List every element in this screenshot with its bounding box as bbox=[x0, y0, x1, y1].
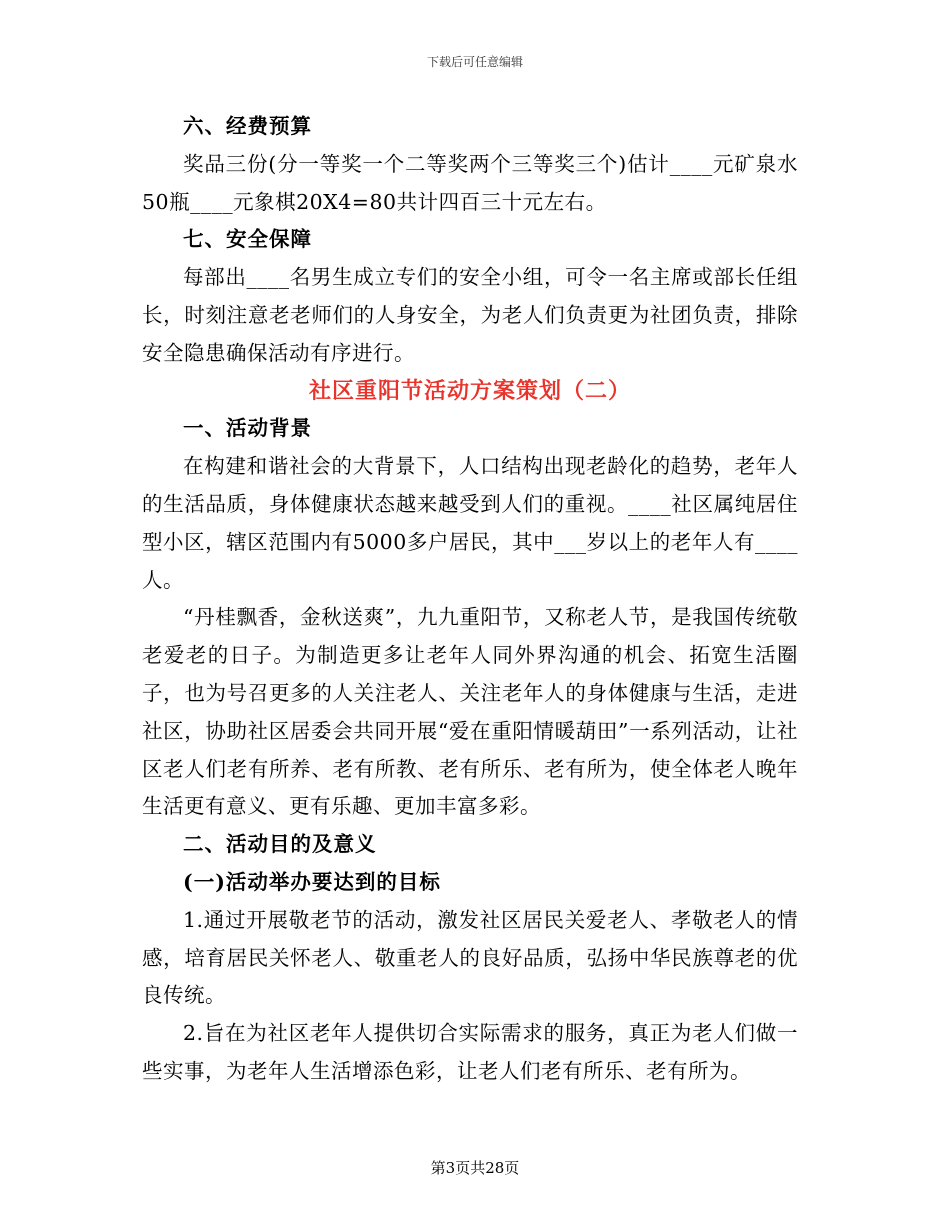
page-header: 下载后可任意编辑 bbox=[426, 55, 523, 69]
paragraph-goal-2: 2.旨在为社区老年人提供切合实际需求的服务，真正为老人们做一些实事，为老年人生活增添色彩，让老人们老有所乐、老有所为。 bbox=[142, 1021, 798, 1083]
section-heading-background: 一、活动背景 bbox=[183, 416, 312, 441]
section-heading-safety: 七、安全保障 bbox=[183, 227, 312, 252]
section-heading-budget: 六、经费预算 bbox=[183, 114, 312, 138]
document-body bbox=[142, 108, 798, 1091]
section-heading-purpose: 二、活动目的及意义 bbox=[183, 832, 377, 857]
paragraph-budget: 奖品三份(分一等奖一个二等奖两个三等奖三个)估计____元矿泉水50瓶____元象棋20X4=80共计四百三十元左右。 bbox=[142, 151, 798, 214]
paragraph-background-2: “丹桂飘香，金秋送爽”，九九重阳节，又称老人节，是我国传统敬老爱老的日子。为制造更多让老年人同外界沟通的机会、拓宽生活圈子，也为号召更多的人关注老人、关注老年人的身体健康与生活，走进社区，协助社区居委会共同开展“爱在重阳情暖葫田”一系列活动，让社区老人们老有所养、老有所教、老有所乐、老有所为，使全体老人晚年生活更有意义、更有乐趣、更加丰富多彩。 bbox=[142, 605, 798, 819]
document-title: 社区重阳节活动方案策划（二） bbox=[308, 377, 631, 404]
paragraph-goal-1: 1.通过开展敬老节的活动，激发社区居民关爱老人、孝敬老人的情感，培育居民关怀老人、敬重老人的良好品质，弘扬中华民族尊老的优良传统。 bbox=[142, 907, 798, 1008]
paragraph-safety: 每部出____名男生成立专们的安全小组，可令一名主席或部长任组长，时刻注意老老师们的人身安全，为老人们负责更为社团负责，排除安全隐患确保活动有序进行。 bbox=[142, 265, 798, 365]
paragraph-background-1: 在构建和谐社会的大背景下，人口结构出现老龄化的趋势，老年人的生活品质，身体健康状态越来越受到人们的重视。____社区属纯居住型小区，辖区范围内有5000多户居民，其中___岁以上的老年人有____人。 bbox=[142, 454, 798, 592]
subsection-heading-goals: (一)活动举办要达到的目标 bbox=[183, 869, 441, 894]
page-footer: 第3页共28页 bbox=[430, 1159, 520, 1177]
